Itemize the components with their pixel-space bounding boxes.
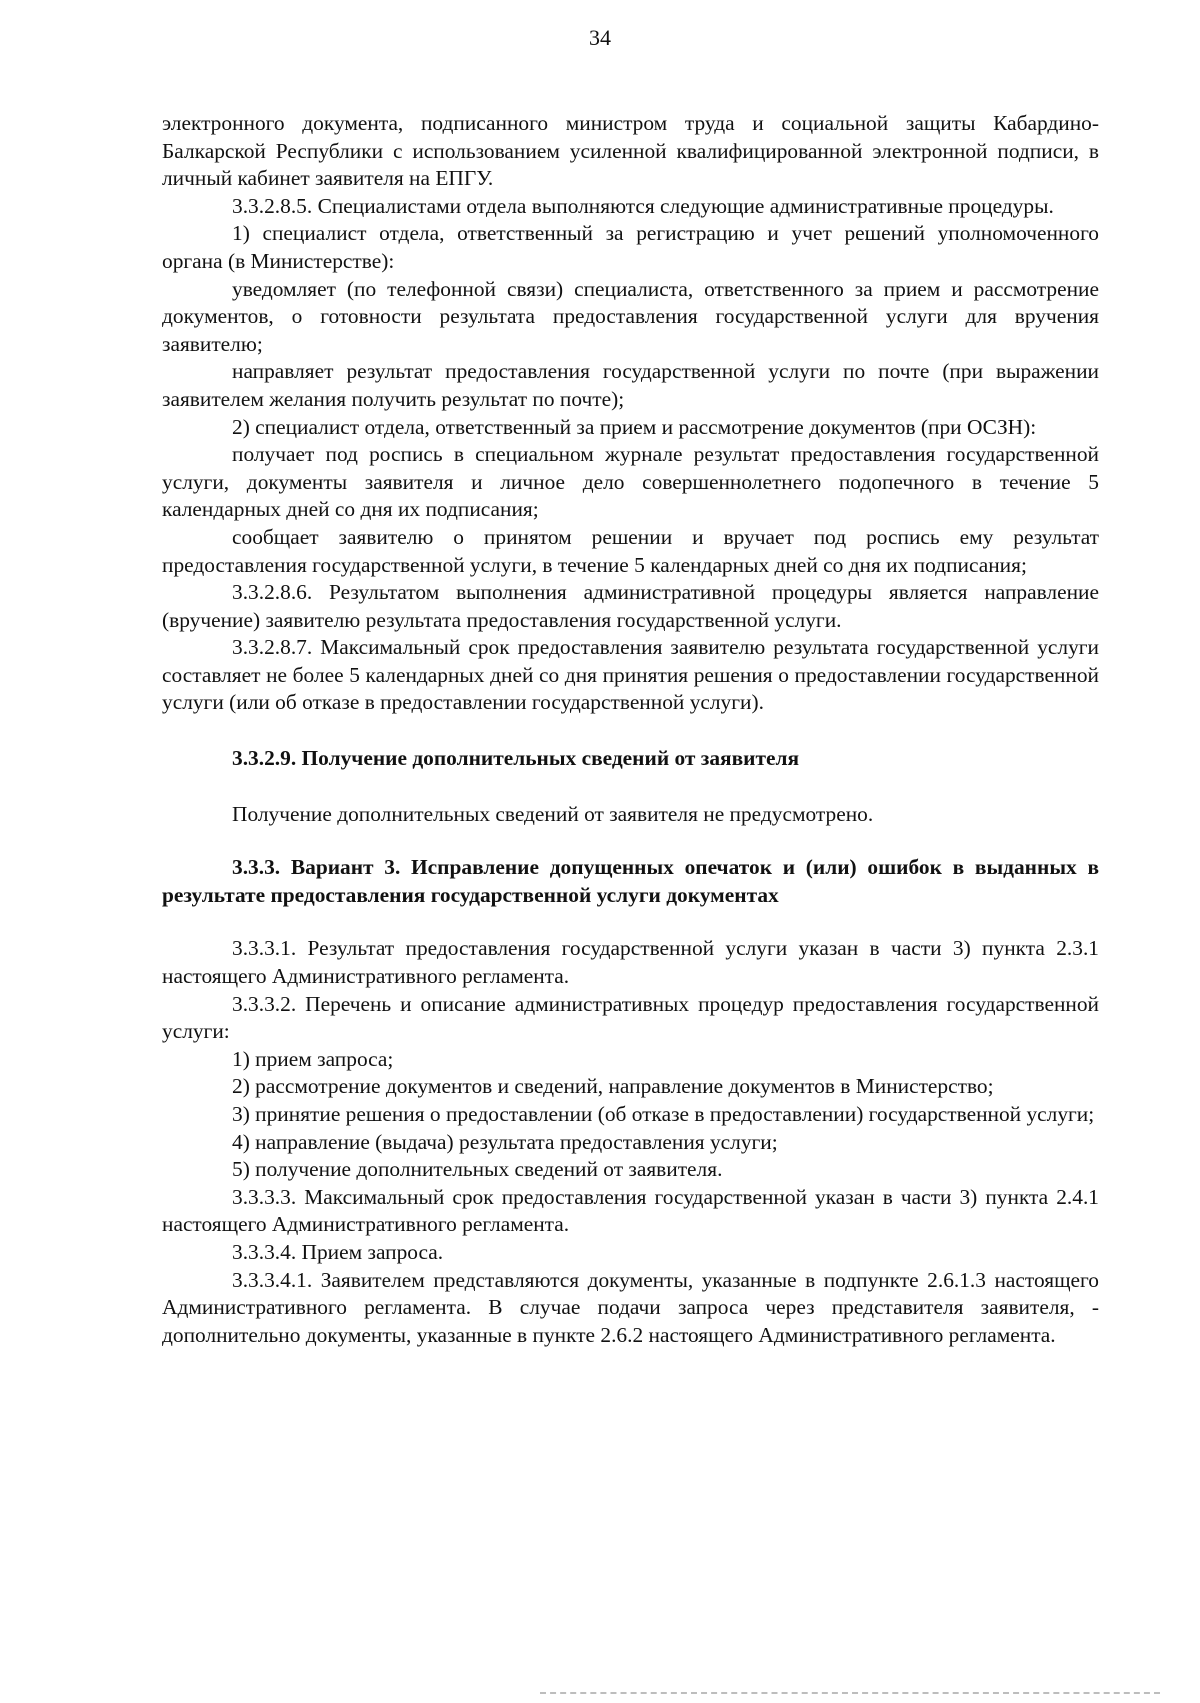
paragraph: 3.3.3.2. Перечень и описание административных процедур предоставления государственной услуги: [162,991,1099,1044]
paragraph: 3.3.3.1. Результат предоставления государственной услуги указан в части 3) пункта 2.3.1 настоящего Административного регламента. [162,936,1099,989]
paragraph: сообщает заявителю о принятом решении и вручает под роспись ему результат предоставления государственной услуги, в течение 5 календарных дней со дня их подписания; [162,524,1099,577]
paragraph: Получение дополнительных сведений от заявителя не предусмотрено. [232,801,874,826]
document-body [162,110,1099,1349]
paragraph: уведомляет (по телефонной связи) специалиста, ответственного за прием и рассмотрение документов, о готовности результата предоставления государственной услуги для вручения заявителю; [162,276,1099,356]
list-item: 4) направление (выдача) результата предоставления услуги; [232,1129,778,1154]
list-item: 3) принятие решения о предоставлении (об отказе в предоставлении) государственной услуги; [232,1102,1095,1126]
section-heading: 3.3.3. Вариант 3. Исправление допущенных опечаток и (или) ошибок в выданных в результате предоставления государственной услуги документах [162,855,1099,907]
paragraph: 3.3.2.8.6. Результатом выполнения административной процедуры является направление (вручение) заявителю результата предоставления государственной услуги. [162,580,1099,632]
list-item: 2) рассмотрение документов и сведений, направление документов в Министерство; [232,1074,994,1099]
list-item: 1) специалист отдела, ответственный за регистрацию и учет решений уполномоченного органа (в Министерстве): [162,221,1099,273]
paragraph: 3.3.3.4. Прием запроса. [232,1239,444,1264]
scan-edge-line [540,1692,1160,1694]
paragraph: направляет результат предоставления государственной услуги по почте (при выражении заявителем желания получить результат по почте); [162,359,1099,411]
paragraph: 3.3.2.8.7. Максимальный срок предоставления заявителю результата государственной услуги составляет не более 5 календарных дней со дня принятия решения о предоставлении государственной услуги (или об отказе в предоставлении государственной услуги). [162,635,1099,715]
list-item: 1) прием запроса; [232,1046,394,1071]
paragraph: электронного документа, подписанного министром труда и социальной защиты Кабардино-Балкарской Республики с использованием усиленной квалифицированной электронной подписи, в личный кабинет заявителя на ЕПГУ. [162,111,1099,191]
list-item: 5) получение дополнительных сведений от заявителя. [232,1157,723,1182]
list-item: 2) специалист отдела, ответственный за прием и рассмотрение документов (при ОСЗН): [232,414,1037,439]
paragraph: 3.3.3.4.1. Заявителем представляются документы, указанные в подпункте 2.6.1.3 настоящего Административного регламента. В случае подачи запроса через представителя заявителя, - дополнительно документы, указанные в пункте 2.6.2 настоящего Административного регламента. [162,1267,1099,1347]
paragraph: получает под роспись в специальном журнале результат предоставления государственной услуги, документы заявителя и личное дело совершеннолетнего подопечного в течение 5 календарных дней со дня их подписания; [162,442,1099,522]
section-heading: 3.3.2.9. Получение дополнительных сведений от заявителя [232,746,800,771]
paragraph: 3.3.3.3. Максимальный срок предоставления государственной указан в части 3) пункта 2.4.1 настоящего Административного регламента. [162,1184,1099,1237]
page-number: 34 [589,25,611,50]
paragraph: 3.3.2.8.5. Специалистами отдела выполняются следующие административные процедуры. [232,193,1054,218]
